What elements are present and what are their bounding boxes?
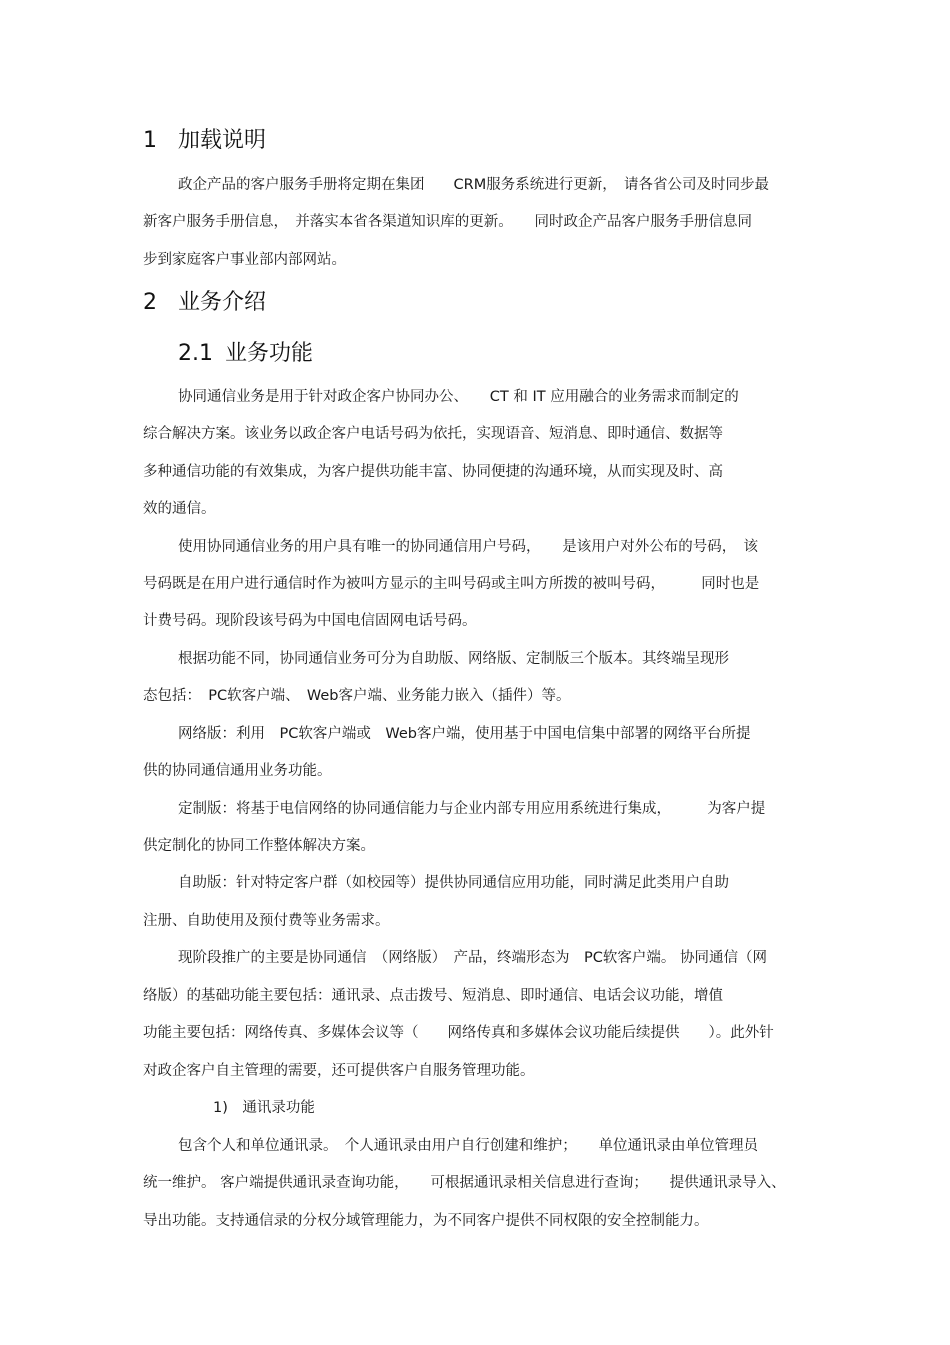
paragraph-line: 功能主要包括：网络传真、多媒体会议等（ 网络传真和多媒体会议功能后续提供 ）。此外针 (143, 1025, 774, 1041)
paragraph-line: 效的通信。 (143, 501, 216, 517)
paragraph-line: 现阶段推广的主要是协同通信 （网络版） 产品，终端形态为 PC软客户端。 协同通信（网 (178, 950, 767, 966)
section-title: 业务介绍 (178, 290, 267, 315)
paragraph-line: 多种通信功能的有效集成，为客户提供功能丰富、协同便捷的沟通环境，从而实现及时、高 (143, 464, 723, 480)
paragraph-line: 导出功能。支持通信录的分权分域管理能力，为不同客户提供不同权限的安全控制能力。 (143, 1213, 709, 1229)
paragraph-line: 综合解决方案。该业务以政企客户电话号码为依托，实现语音、短消息、即时通信、数据等 (143, 426, 723, 442)
paragraph-line: 络版）的基础功能主要包括：通讯录、点击拨号、短消息、即时通信、电话会议功能，增值 (143, 988, 723, 1004)
section-title: 加载说明 (178, 128, 267, 153)
subsection-title: 业务功能 (225, 341, 314, 366)
section-number: 1 (143, 128, 157, 153)
paragraph-line: 定制版：将基于电信网络的协同通信能力与企业内部专用应用系统进行集成， 为客户提 (178, 801, 766, 817)
paragraph-line: 号码既是在用户进行通信时作为被叫方显示的主叫号码或主叫方所拨的被叫号码， 同时也是 (143, 576, 760, 592)
paragraph-line: 统一维护。 客户端提供通讯录查询功能， 可根据通讯录相关信息进行查询； 提供通讯录导入、 (143, 1175, 786, 1191)
paragraph-line: 态包括： PC软客户端、 Web客户端、业务能力嵌入（插件）等。 (143, 688, 571, 704)
subsection-number: 2.1 (178, 341, 213, 366)
paragraph-line: 注册、自助使用及预付费等业务需求。 (143, 913, 390, 929)
paragraph-line: 计费号码。现阶段该号码为中国电信固网电话号码。 (143, 613, 477, 629)
list-item-heading: 1) 通讯录功能 (213, 1100, 315, 1116)
section-heading-2 (143, 290, 266, 316)
section-number: 2 (143, 290, 157, 315)
paragraph-line: 协同通信业务是用于针对政企客户协同办公、 CT 和 IT 应用融合的业务需求而制定的 (178, 389, 739, 405)
paragraph-line: 自助版：针对特定客户群（如校园等）提供协同通信应用功能，同时满足此类用户自助 (178, 875, 729, 891)
subsection-heading-2-1 (178, 341, 313, 367)
paragraph-line: 包含个人和单位通讯录。 个人通讯录由用户自行创建和维护； 单位通讯录由单位管理员 (178, 1138, 758, 1154)
paragraph-line: 新客户服务手册信息， 并落实本省各渠道知识库的更新。 同时政企产品客户服务手册信息同 (143, 214, 752, 230)
paragraph-line: 使用协同通信业务的用户具有唯一的协同通信用户号码， 是该用户对外公布的号码， 该 (178, 539, 758, 555)
paragraph-line: 对政企客户自主管理的需要，还可提供客户自服务管理功能。 (143, 1063, 535, 1079)
paragraph-line: 供的协同通信通用业务功能。 (143, 763, 332, 779)
paragraph-line: 步到家庭客户事业部内部网站。 (143, 252, 346, 268)
paragraph-line: 网络版：利用 PC软客户端或 Web客户端，使用基于中国电信集中部署的网络平台所提 (178, 726, 751, 742)
section-heading-1 (143, 128, 266, 154)
paragraph-line: 根据功能不同，协同通信业务可分为自助版、网络版、定制版三个版本。其终端呈现形 (178, 651, 729, 667)
paragraph-line: 政企产品的客户服务手册将定期在集团 CRM服务系统进行更新， 请各省公司及时同步最 (178, 177, 769, 193)
paragraph-line: 供定制化的协同工作整体解决方案。 (143, 838, 375, 854)
